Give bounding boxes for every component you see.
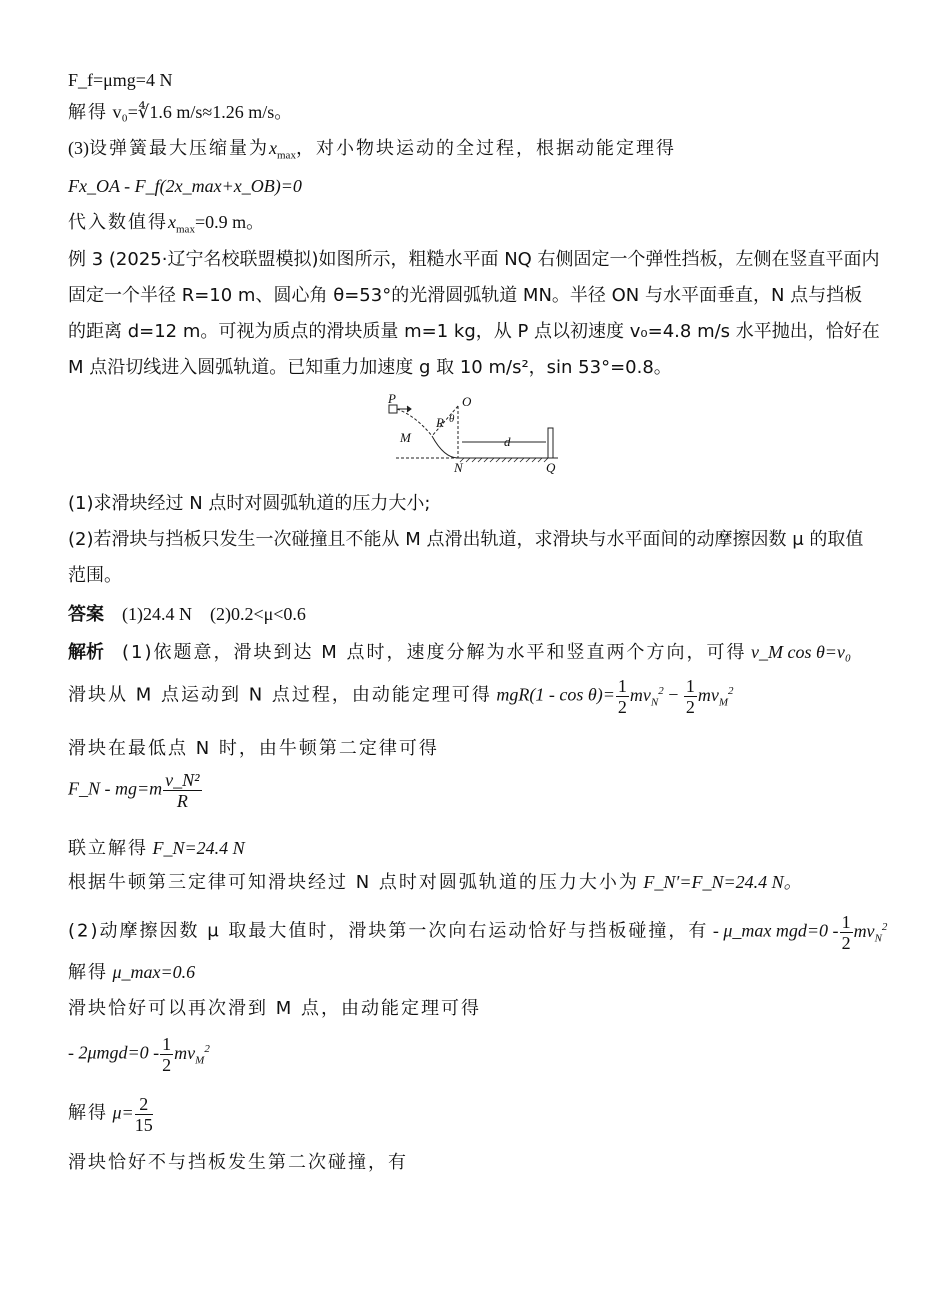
analysis-b3: 滑块恰好可以再次滑到 M 点，由动能定理可得 xyxy=(68,998,481,1019)
example-3-statement: 例 3 (2025·辽宁名校联盟模拟)如图所示，粗糙水平面 NQ 右侧固定一个弹性挡板，左侧在竖直平面内固定一个半径 R=10 m、圆心角 θ=53°的光滑圆弧轨道 MN。半径 ON 与水平面垂直，N 点与挡板的距离 d=12 m。可视为质点的滑块质量 m=1 kg，从 P 点以初速度 v₀=4.8 m/s 水平抛出，恰好在 M 点沿切线进入圆弧轨道。已知重力加速度 g 取 10 m/s²，sin 53°=0.8。 xyxy=(68,249,880,378)
analysis-a5: 联立解得 F_N=24.4 N xyxy=(68,838,245,859)
label-R: R xyxy=(436,415,444,430)
analysis-b4: - 2μmgd=0 - $\frac{1}{2}$ $mv_M^2$ xyxy=(68,1034,210,1075)
arc-track xyxy=(432,436,458,458)
analysis-label: 解析 xyxy=(68,642,104,663)
label-theta: θ xyxy=(449,413,455,425)
question-2: (2)若滑块与挡板只发生一次碰撞且不能从 M 点滑出轨道，求滑块与水平面间的动摩擦因数 μ 的取值范围。 xyxy=(68,529,864,586)
equation-v0: 解得 v₀=∜1.6 m/s≈1.26 m/s。 xyxy=(68,102,293,123)
label-O: O xyxy=(462,394,472,409)
label-M: M xyxy=(400,430,411,445)
label-d: d xyxy=(504,434,511,449)
analysis-a6: 根据牛顿第三定律可知滑块经过 N 点时对圆弧轨道的压力大小为 F_N′=F_N=24.4 N。 xyxy=(68,872,802,893)
example-label: 例 3 (2025·辽宁名校联盟模拟) xyxy=(68,249,319,270)
equation-energy: Fx_OA - F_f(2x_max+x_OB)=0 xyxy=(68,176,302,196)
analysis-a2: 滑块从 M 点运动到 N 点过程，由动能定理可得 mgR(1 - cos θ)= $\frac{1}{2}$ $mv_N^2$ − $\frac{1}{2}$ $mv_M^2$ xyxy=(68,676,734,717)
result-xmax: 代入数值得$x_{max}=0.9$ m。 xyxy=(68,212,265,236)
analysis-a3: 滑块在最低点 N 时，由牛顿第二定律可得 xyxy=(68,738,439,759)
analysis-b1: (2)动摩擦因数 μ 取最大值时，滑块第一次向右运动恰好与挡板碰撞，有 - μ_max mgd=0 - $\frac{1}{2}$ $mv_N^2$ xyxy=(68,912,888,953)
analysis-b6: 滑块恰好不与挡板发生第二次碰撞，有 xyxy=(68,1152,408,1173)
answer-line: 答案 (1)24.4 N (2)0.2<μ<0.6 xyxy=(68,604,306,625)
analysis-a4: F_N - mg=m $\frac{\text{v\_N²}}{R}$ xyxy=(68,770,200,811)
question-1: (1)求滑块经过 N 点时对圆弧轨道的压力大小; xyxy=(68,493,431,514)
physics-diagram xyxy=(386,392,564,476)
answer-label: 答案 xyxy=(68,604,104,625)
label-N: N xyxy=(454,460,463,475)
label-Q: Q xyxy=(546,460,556,475)
equation-friction: F_f=μmg=4 N xyxy=(68,70,173,90)
start-point-box xyxy=(389,405,397,413)
analysis-a1: 解析 (1)依题意，滑块到达 M 点时，速度分解为水平和竖直两个方向，可得 v_M cos θ=v₀ xyxy=(68,642,852,663)
analysis-b5: 解得 μ= $\frac{2}{15}$ xyxy=(68,1094,153,1135)
label-P: P xyxy=(388,392,396,406)
barrier xyxy=(548,428,553,458)
step-3-intro: (3)设弹簧最大压缩量为$x_{max}$，对小物块运动的全过程，根据动能定理得 xyxy=(68,138,676,162)
analysis-b2: 解得 μ_max=0.6 xyxy=(68,962,196,983)
